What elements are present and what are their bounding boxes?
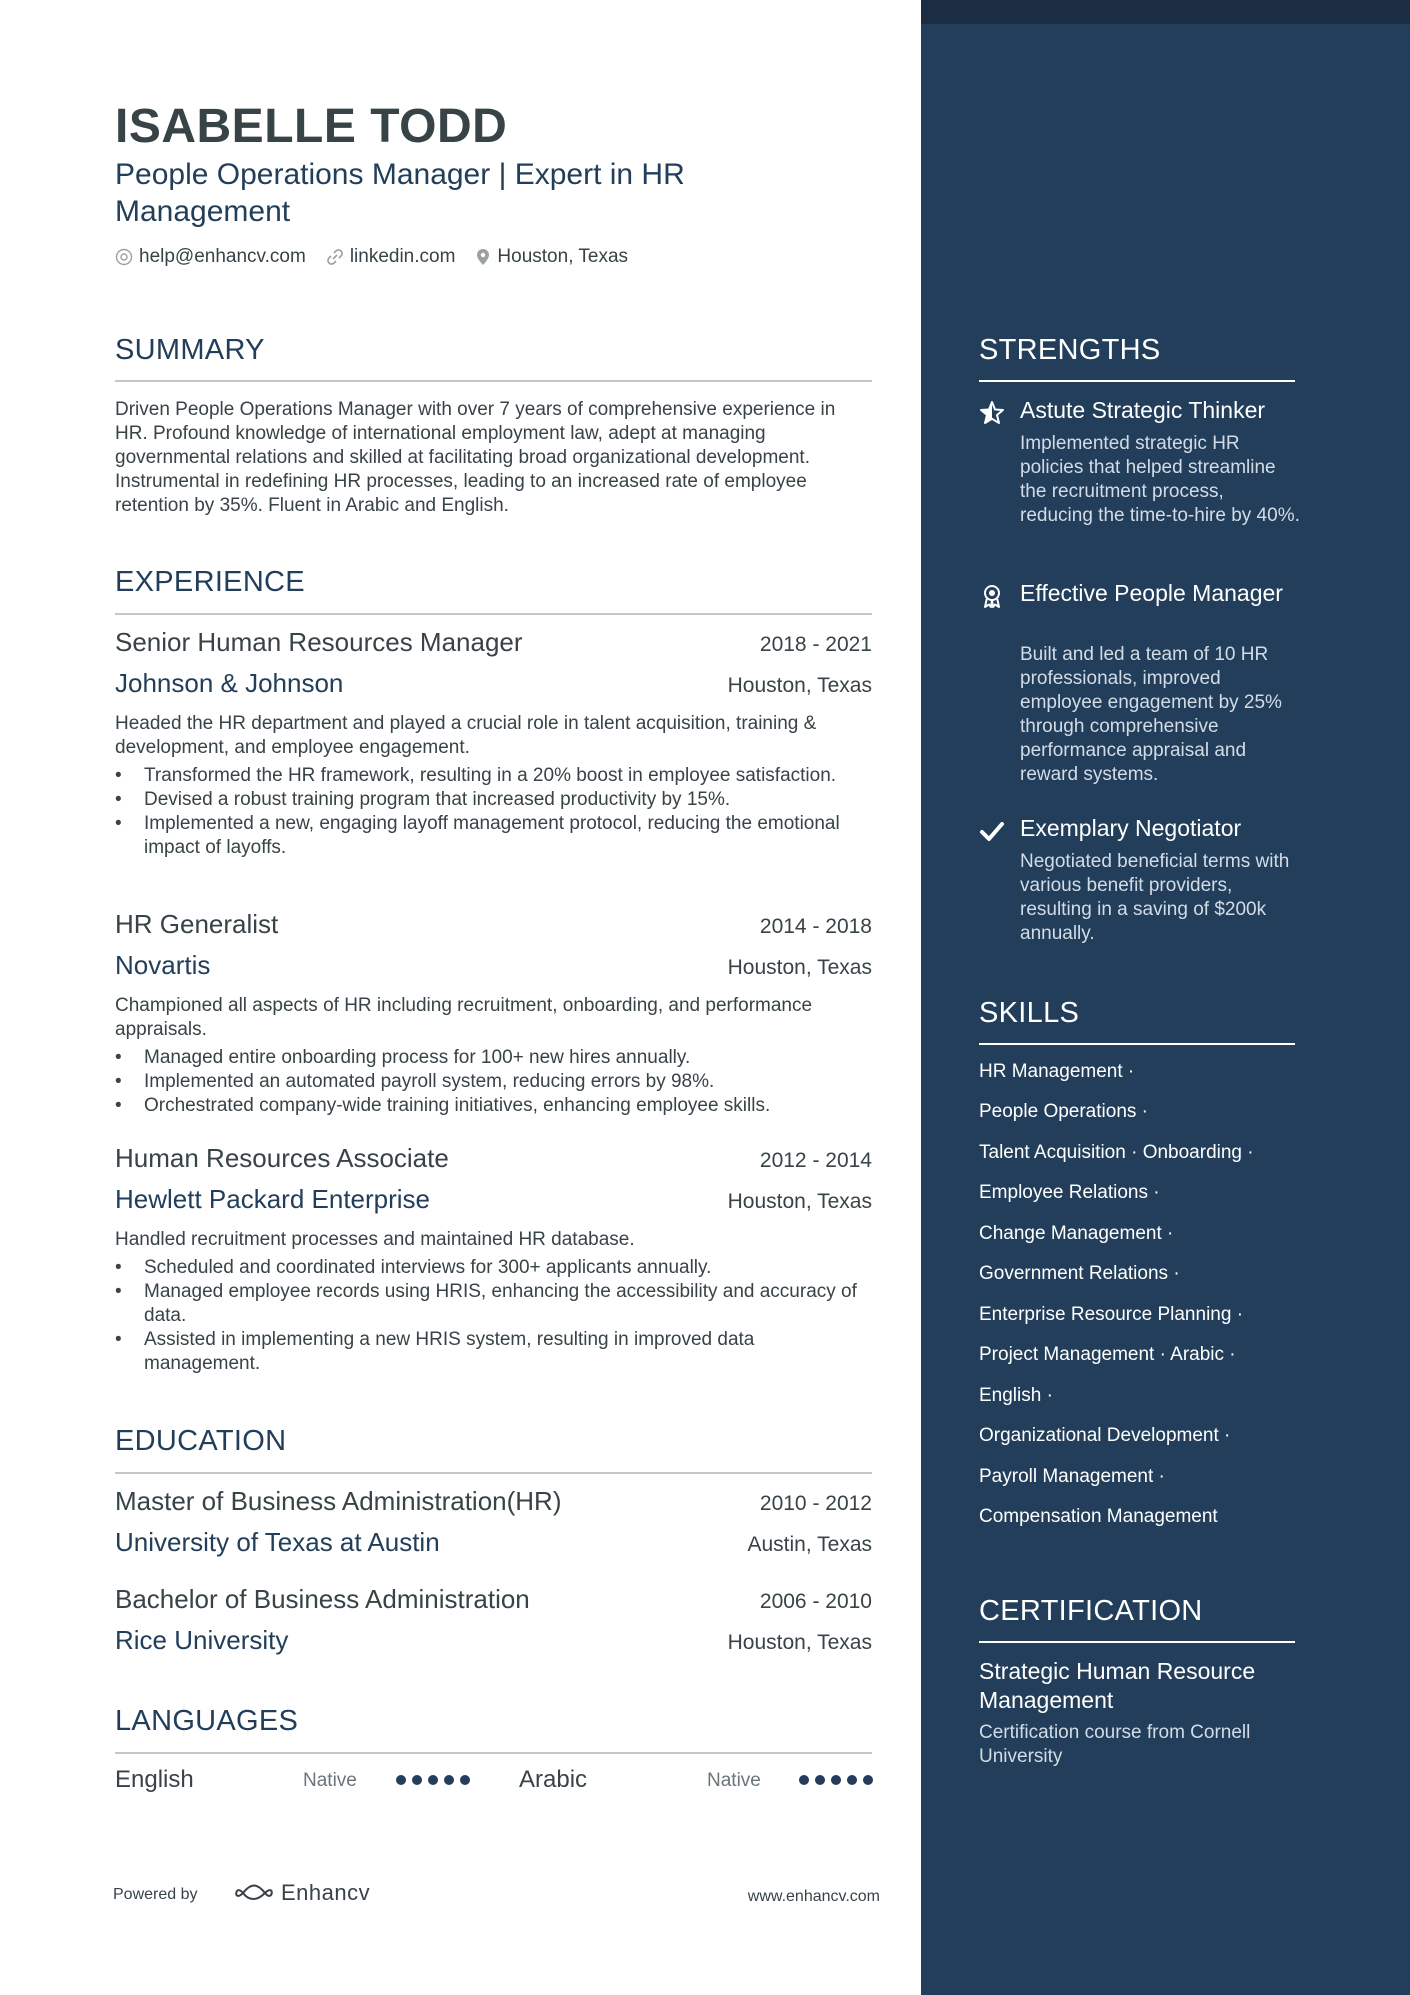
strength-title: Exemplary Negotiator	[1020, 815, 1242, 841]
skill-line: Organizational Development ·	[979, 1425, 1231, 1446]
language-level: Native	[303, 1770, 357, 1791]
list-item: • Scheduled and coordinated interviews for 300+ applicants annually.	[115, 1256, 872, 1280]
education-degree: Master of Business Administration(HR)	[115, 1486, 562, 1516]
languages-heading: LANGUAGES	[115, 1705, 299, 1737]
strengths-heading: STRENGTHS	[979, 334, 1161, 366]
list-item: • Orchestrated company-wide training initiatives, enhancing employee skills.	[115, 1094, 872, 1118]
award-ribbon-icon	[979, 583, 1005, 609]
candidate-name: ISABELLE TODD	[115, 100, 508, 153]
education-location: Austin, Texas	[747, 1533, 872, 1556]
list-item: • Devised a robust training program that increased productivity by 15%.	[115, 788, 872, 812]
job-location: Houston, Texas	[727, 1190, 872, 1213]
experience-heading: EXPERIENCE	[115, 566, 305, 598]
rating-dot	[815, 1775, 825, 1785]
education-school: University of Texas at Austin	[115, 1527, 440, 1557]
infinity-logo-icon	[231, 1881, 277, 1905]
certification-description: Certification course from Cornell University	[979, 1722, 1251, 1767]
skills-heading: SKILLS	[979, 997, 1080, 1029]
rating-dot	[444, 1775, 454, 1785]
star-half-icon	[979, 400, 1005, 426]
job-company-row	[115, 1184, 872, 1215]
contact-email[interactable]	[115, 246, 306, 268]
list-item: • Implemented a new, engaging layoff management protocol, reducing the emotional impact of layoffs.	[115, 812, 872, 860]
location-pin-icon	[475, 248, 491, 266]
language-level: Native	[707, 1770, 761, 1791]
language-rating	[799, 1775, 879, 1785]
at-icon	[115, 248, 133, 266]
language-name: English	[115, 1766, 194, 1793]
skill-line: English ·	[979, 1385, 1053, 1406]
skill-line: Enterprise Resource Planning ·	[979, 1304, 1244, 1325]
job-company: Hewlett Packard Enterprise	[115, 1184, 431, 1214]
rating-dot	[847, 1775, 857, 1785]
education-degree: Bachelor of Business Administration	[115, 1584, 530, 1614]
education-dates: 2006 - 2010	[759, 1590, 872, 1613]
rating-dot	[799, 1775, 809, 1785]
rating-dot	[831, 1775, 841, 1785]
sidebar	[921, 0, 1410, 1995]
checkmark-icon	[979, 818, 1005, 844]
education-heading: EDUCATION	[115, 1425, 287, 1457]
location-text: Houston, Texas	[497, 246, 629, 267]
website-link[interactable]: www.enhancv.com	[747, 1888, 880, 1905]
strength-title: Astute Strategic Thinker	[1020, 397, 1266, 423]
list-item: • Implemented an automated payroll system, reducing errors by 98%.	[115, 1070, 872, 1094]
list-item: • Managed entire onboarding process for 100+ new hires annually.	[115, 1046, 872, 1070]
skill-line: Employee Relations ·	[979, 1182, 1160, 1203]
skill-line: HR Management ·	[979, 1061, 1135, 1082]
certification-divider	[979, 1641, 1295, 1643]
job-role: HR Generalist	[115, 909, 279, 939]
language-name: Arabic	[519, 1766, 588, 1793]
job-dates: 2012 - 2014	[759, 1149, 872, 1172]
skill-line: Compensation Management	[979, 1506, 1218, 1527]
job-company-row	[115, 950, 872, 981]
education-school: Rice University	[115, 1625, 289, 1655]
job-bullets	[115, 1046, 872, 1118]
rating-dot	[460, 1775, 470, 1785]
email-text: help@enhancv.com	[139, 246, 306, 267]
linkedin-text: linkedin.com	[349, 246, 456, 267]
job-bullets	[115, 764, 872, 860]
skill-line: Government Relations ·	[979, 1263, 1180, 1284]
strength-description: Implemented strategic HR policies that helped streamline the recruitment process, reducing the time-to-hire by 40%.	[1020, 433, 1300, 526]
skill-line: Change Management ·	[979, 1223, 1174, 1244]
job-dates: 2018 - 2021	[759, 633, 872, 656]
job-role: Human Resources Associate	[115, 1143, 449, 1173]
strengths-divider	[979, 380, 1295, 382]
job-header	[115, 627, 872, 658]
job-dates: 2014 - 2018	[759, 915, 872, 938]
languages-divider	[115, 1752, 872, 1754]
contact-location	[475, 246, 628, 268]
experience-divider	[115, 613, 872, 615]
brand-name: Enhancv	[281, 1880, 371, 1905]
skills-divider	[979, 1043, 1295, 1045]
education-header	[115, 1486, 872, 1517]
contact-linkedin[interactable]	[326, 246, 456, 268]
education-location: Houston, Texas	[727, 1631, 872, 1654]
job-location: Houston, Texas	[727, 956, 872, 979]
list-item: • Assisted in implementing a new HRIS system, resulting in improved data management.	[115, 1328, 872, 1376]
summary-heading: SUMMARY	[115, 334, 265, 366]
enhancv-logo[interactable]	[231, 1880, 370, 1906]
skill-line: Talent Acquisition · Onboarding ·	[979, 1142, 1254, 1163]
education-header	[115, 1584, 872, 1615]
certification-title: Strategic Human Resource Management	[979, 1658, 1256, 1713]
skill-line: Project Management · Arabic ·	[979, 1344, 1236, 1365]
rating-dot	[412, 1775, 422, 1785]
rating-dot	[863, 1775, 873, 1785]
education-divider	[115, 1472, 872, 1474]
rating-dot	[396, 1775, 406, 1785]
job-description: Headed the HR department and played a crucial role in talent acquisition, training & development, and employee engagement.	[115, 713, 817, 758]
education-school-row	[115, 1625, 872, 1656]
powered-by-label: Powered by	[113, 1886, 198, 1903]
list-item: • Managed employee records using HRIS, enhancing the accessibility and accuracy of data.	[115, 1280, 872, 1328]
contact-bar	[115, 246, 648, 268]
candidate-title: People Operations Manager | Expert in HR Management	[115, 158, 685, 228]
languages-row	[115, 1766, 872, 1798]
job-bullets	[115, 1256, 872, 1376]
summary-divider	[115, 380, 872, 382]
job-company: Novartis	[115, 950, 211, 980]
link-icon	[326, 248, 344, 266]
strength-description: Built and led a team of 10 HR professionals, improved employee engagement by 25% through comprehensive performance appraisal and reward systems.	[1020, 644, 1282, 785]
language-rating	[396, 1775, 476, 1785]
job-description: Championed all aspects of HR including recruitment, onboarding, and performance appraisals.	[115, 995, 813, 1040]
rating-dot	[428, 1775, 438, 1785]
strength-title: Effective People Manager	[1020, 580, 1283, 606]
job-header	[115, 1143, 872, 1174]
job-company-row	[115, 668, 872, 699]
job-company: Johnson & Johnson	[115, 668, 344, 698]
strength-description: Negotiated beneficial terms with various benefit providers, resulting in a saving of $200k annually.	[1020, 851, 1290, 944]
job-location: Houston, Texas	[727, 674, 872, 697]
job-description: Handled recruitment processes and maintained HR database.	[115, 1229, 635, 1250]
sidebar-top-band	[921, 0, 1410, 24]
skill-line: People Operations ·	[979, 1101, 1148, 1122]
job-header	[115, 909, 872, 940]
skill-line: Payroll Management ·	[979, 1466, 1165, 1487]
certification-heading: CERTIFICATION	[979, 1595, 1203, 1627]
summary-text: Driven People Operations Manager with over 7 years of comprehensive experience in HR. Profound knowledge of international employment law, adept at managing governmental relations and skilled at facilitating broad organizational development. Instrumental in redefining HR processes, leading to an increased rate of employee retention by 35%. Fluent in Arabic and English.	[115, 399, 836, 516]
list-item: • Transformed the HR framework, resulting in a 20% boost in employee satisfaction.	[115, 764, 872, 788]
education-dates: 2010 - 2012	[759, 1492, 872, 1515]
education-school-row	[115, 1527, 872, 1558]
job-role: Senior Human Resources Manager	[115, 627, 523, 657]
